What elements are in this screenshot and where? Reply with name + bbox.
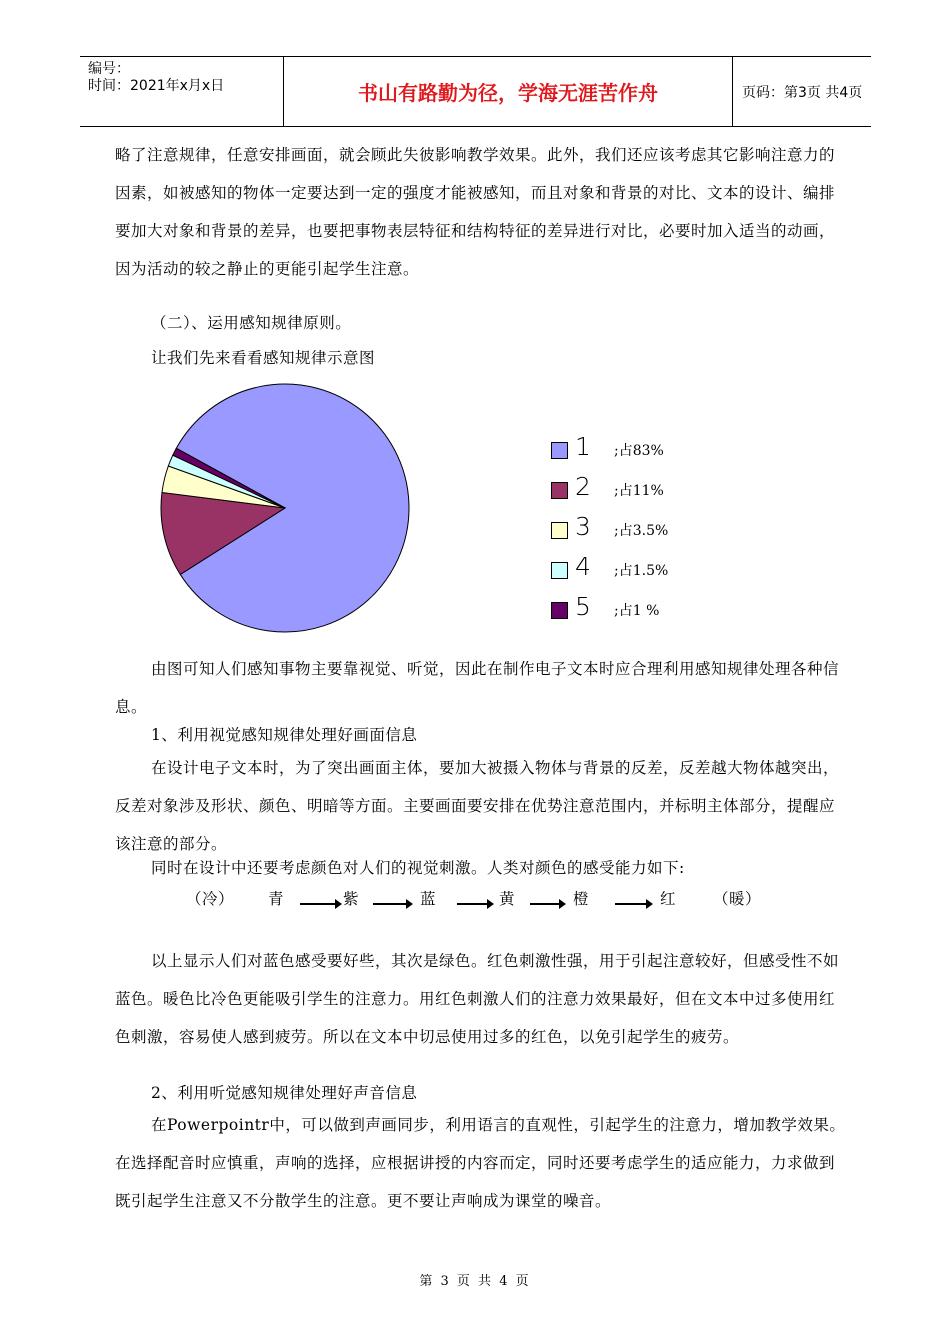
- legend-percentage: ;占11%: [614, 483, 664, 499]
- color-label: 红: [660, 890, 677, 908]
- item-2-title: 2、利用听觉感知规律处理好声音信息: [151, 1084, 418, 1102]
- color-label: 紫: [343, 890, 360, 908]
- document-header: [80, 56, 871, 127]
- legend-swatch: [551, 562, 568, 579]
- paragraph-1: 略了注意规律，任意安排画面，就会顾此失彼影响教学效果。此外，我们还应该考虑其它影响注意力的因素，如被感知的物体一定要达到一定的强度才能被感知，而且对象和背景的对比、文本的设计、编排要加大对象和背景的差异，也要把事物表层特征和结构特征的差异进行对比，必要时加入适当的动画，因为活动的较之静止的更能引起学生注意。: [115, 146, 836, 278]
- pie-chart: [155, 378, 415, 638]
- legend-label: 3: [575, 512, 591, 541]
- time-label: 时间：2021年x月x日: [88, 78, 225, 94]
- legend-item-4: [548, 554, 708, 582]
- header-page-info: 页码：第3页 共4页: [742, 84, 863, 101]
- number-label: 编号：: [88, 61, 130, 77]
- arrow-icon: [615, 903, 647, 905]
- legend-swatch: [551, 482, 568, 499]
- section-heading: （二）、运用感知规律原则。: [151, 314, 352, 332]
- paragraph-3: 在设计电子文本时，为了突出画面主体，要加大被摄入物体与背景的反差，反差越大物体越突出，反差对象涉及形状、颜色、明暗等方面。主要画面要安排在优势注意范围内，并标明主体部分，提醒应该注意的部分。: [115, 759, 840, 853]
- arrow-icon: [457, 903, 488, 905]
- legend-item-5: [548, 594, 708, 622]
- header-motto: 书山有路勤为径，学海无涯苦作舟: [284, 57, 733, 126]
- color-scale-cold: （冷）: [186, 890, 235, 908]
- arrow-icon: [373, 903, 407, 905]
- legend-percentage: ;占3.5%: [614, 523, 669, 539]
- legend-percentage: ;占1.5%: [614, 563, 669, 579]
- color-label: 蓝: [420, 890, 437, 908]
- legend-label: 4: [575, 552, 591, 581]
- legend-swatch: [551, 522, 568, 539]
- color-label: 黄: [499, 890, 516, 908]
- arrow-icon: [530, 903, 560, 905]
- legend-item-2: [548, 474, 708, 502]
- legend-label: 2: [575, 472, 591, 501]
- item-1-title: 1、利用视觉感知规律处理好画面信息: [151, 726, 418, 744]
- paragraph-6: 在Powerpointr中，可以做到声画同步，利用语言的直观性，引起学生的注意力，增加教学效果。在选择配音时应慎重，声响的选择，应根据讲授的内容而定，同时还要考虑学生的适应能力，力求做到既引起学生注意又不分散学生的注意。更不要让声响成为课堂的噪音。: [115, 1116, 846, 1210]
- legend-label: 5: [575, 592, 591, 621]
- legend-percentage: ;占83%: [614, 443, 664, 459]
- paragraph-2: 由图可知人们感知事物主要靠视觉、听觉，因此在制作电子文本时应合理利用感知规律处理各种信息。: [115, 660, 840, 716]
- paragraph-5: 以上显示人们对蓝色感受要好些，其次是绿色。红色刺激性强，用于引起注意较好，但感受性不如蓝色。暖色比冷色更能吸引学生的注意力。用红色刺激人们的注意力效果最好，但在文本中过多使用红色刺激，容易使人感到疲劳。所以在文本中切忌使用过多的红色，以免引起学生的疲劳。: [115, 952, 840, 1046]
- color-label: 橙: [573, 890, 590, 908]
- legend-swatch: [551, 602, 568, 619]
- chart-intro: 让我们先来看看感知规律示意图: [151, 349, 376, 367]
- paragraph-4: 同时在设计中还要考虑颜色对人们的视觉刺激。人类对颜色的感受能力如下:: [151, 859, 685, 877]
- header-meta-cell: [80, 57, 284, 126]
- color-scale-warm: （暖）: [713, 890, 762, 908]
- legend-label: 1: [575, 432, 591, 461]
- legend-item-3: [548, 514, 708, 542]
- arrow-icon: [300, 903, 336, 905]
- legend-percentage: ;占1 %: [614, 603, 660, 619]
- legend-swatch: [551, 442, 568, 459]
- page-footer: 第 3 页 共 4 页: [419, 1274, 531, 1289]
- legend-item-1: [548, 434, 708, 462]
- color-label: 青: [268, 890, 285, 908]
